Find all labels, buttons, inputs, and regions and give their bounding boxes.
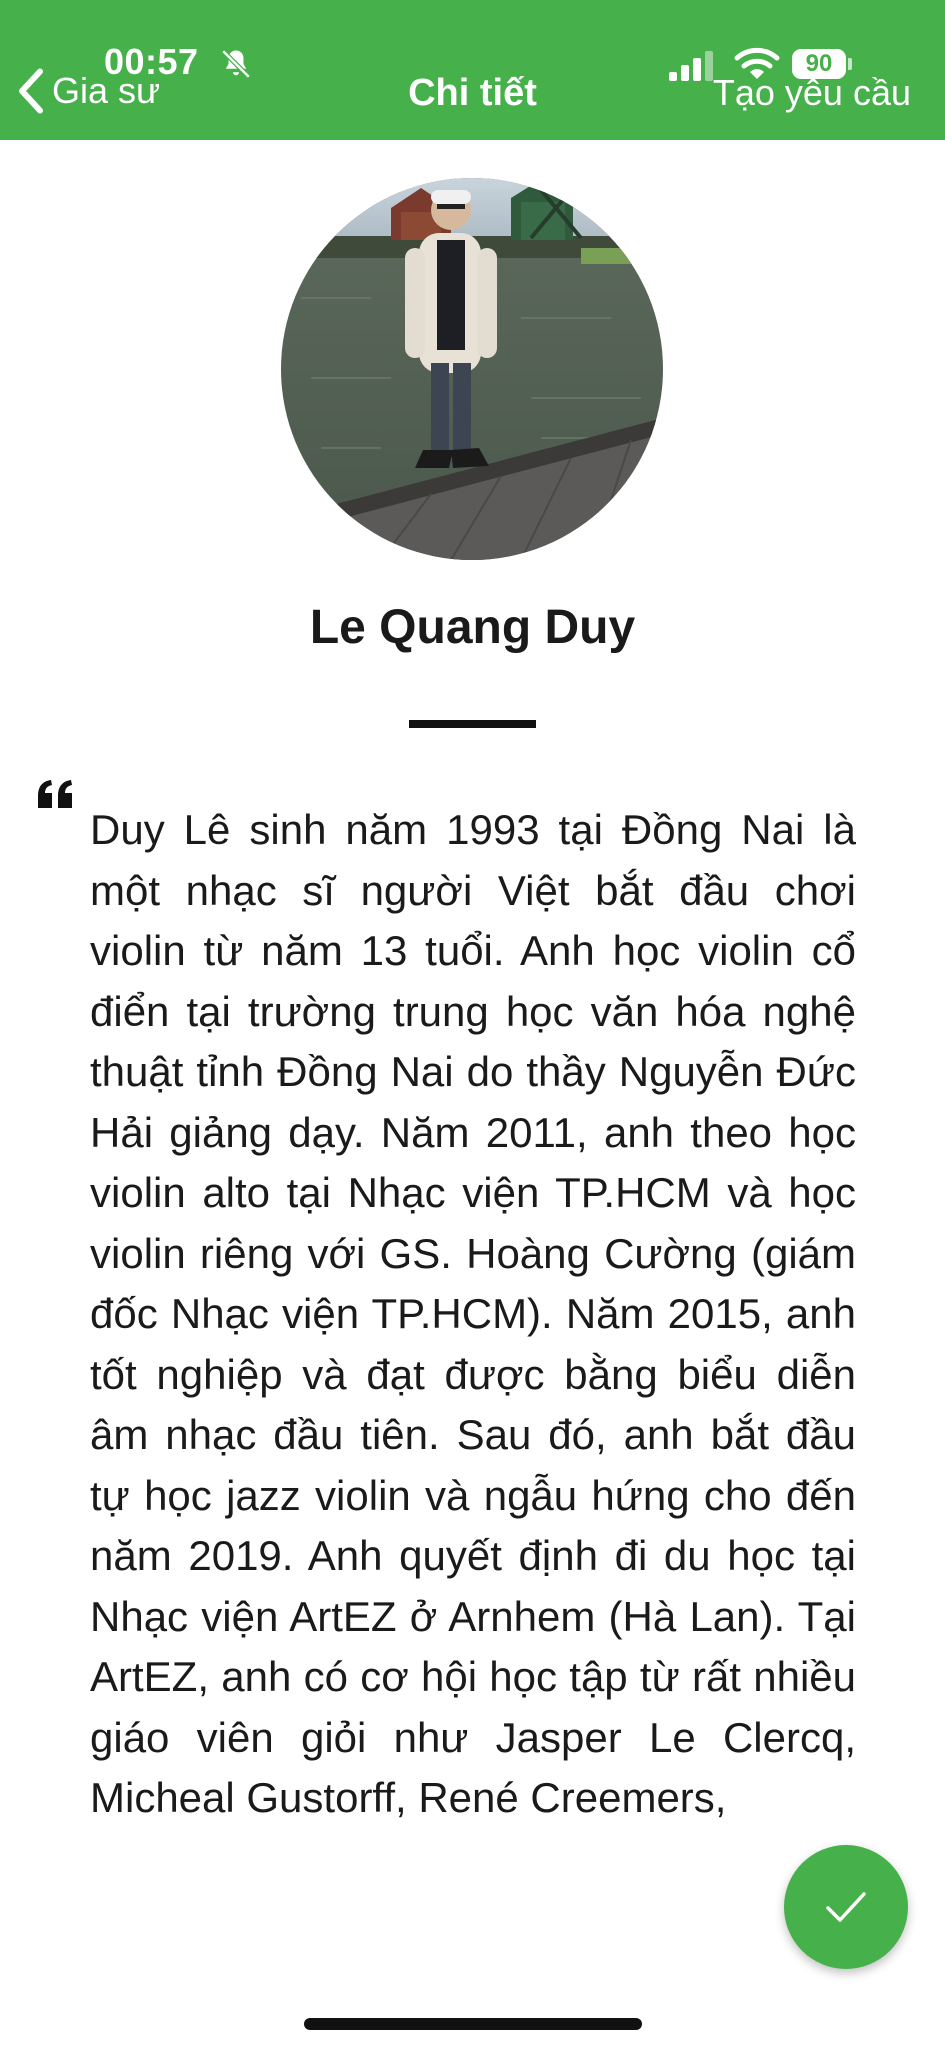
tutor-bio: Duy Lê sinh năm 1993 tại Đồng Nai là một nhạc sĩ người Việt bắt đầu chơi violin từ năm 13 tuổi. Anh học violin cổ điển tại trường trung học văn hóa nghệ thuật tỉnh Đồng Nai do thầy Nguyễn Đức Hải giảng dạy. Năm 2011, anh theo học violin alto tại Nhạc viện TP.HCM và học violin riêng với GS. Hoàng Cường (giám đốc Nhạc viện TP.HCM). Năm 2015, anh tốt nghiệp và đạt được bằng biểu diễn âm nhạc đầu tiên. Sau đó, anh bắt đầu tự học jazz violin và ngẫu hứng cho đến năm 2019. Anh quyết định đi du học tại Nhạc viện ArtEZ ở Arnhem (Hà Lan). Tại ArtEZ, anh có cơ hội học tập từ rất nhiều giáo viên giỏi như Jasper Le Clercq, Micheal Gustorff, René Creemers,: [90, 806, 856, 1821]
page-title: Chi tiết: [408, 72, 537, 114]
cellular-signal-icon: [668, 50, 716, 82]
back-label: Gia sư: [52, 70, 161, 111]
tutor-name: Le Quang Duy: [309, 601, 636, 654]
create-request-button[interactable]: Tạo yêu cầu: [712, 72, 911, 113]
status-time: 00:57: [104, 41, 199, 82]
name-divider: [409, 720, 536, 728]
home-indicator[interactable]: [304, 2018, 642, 2030]
checkmark-icon: [824, 1889, 868, 1925]
battery-cap: [848, 58, 852, 70]
avatar: [281, 178, 663, 560]
quote-icon: [36, 778, 76, 810]
nav-header: [0, 0, 945, 140]
battery-level: 90: [792, 49, 846, 79]
avatar-photo: [281, 178, 663, 560]
confirm-button[interactable]: [784, 1845, 908, 1969]
